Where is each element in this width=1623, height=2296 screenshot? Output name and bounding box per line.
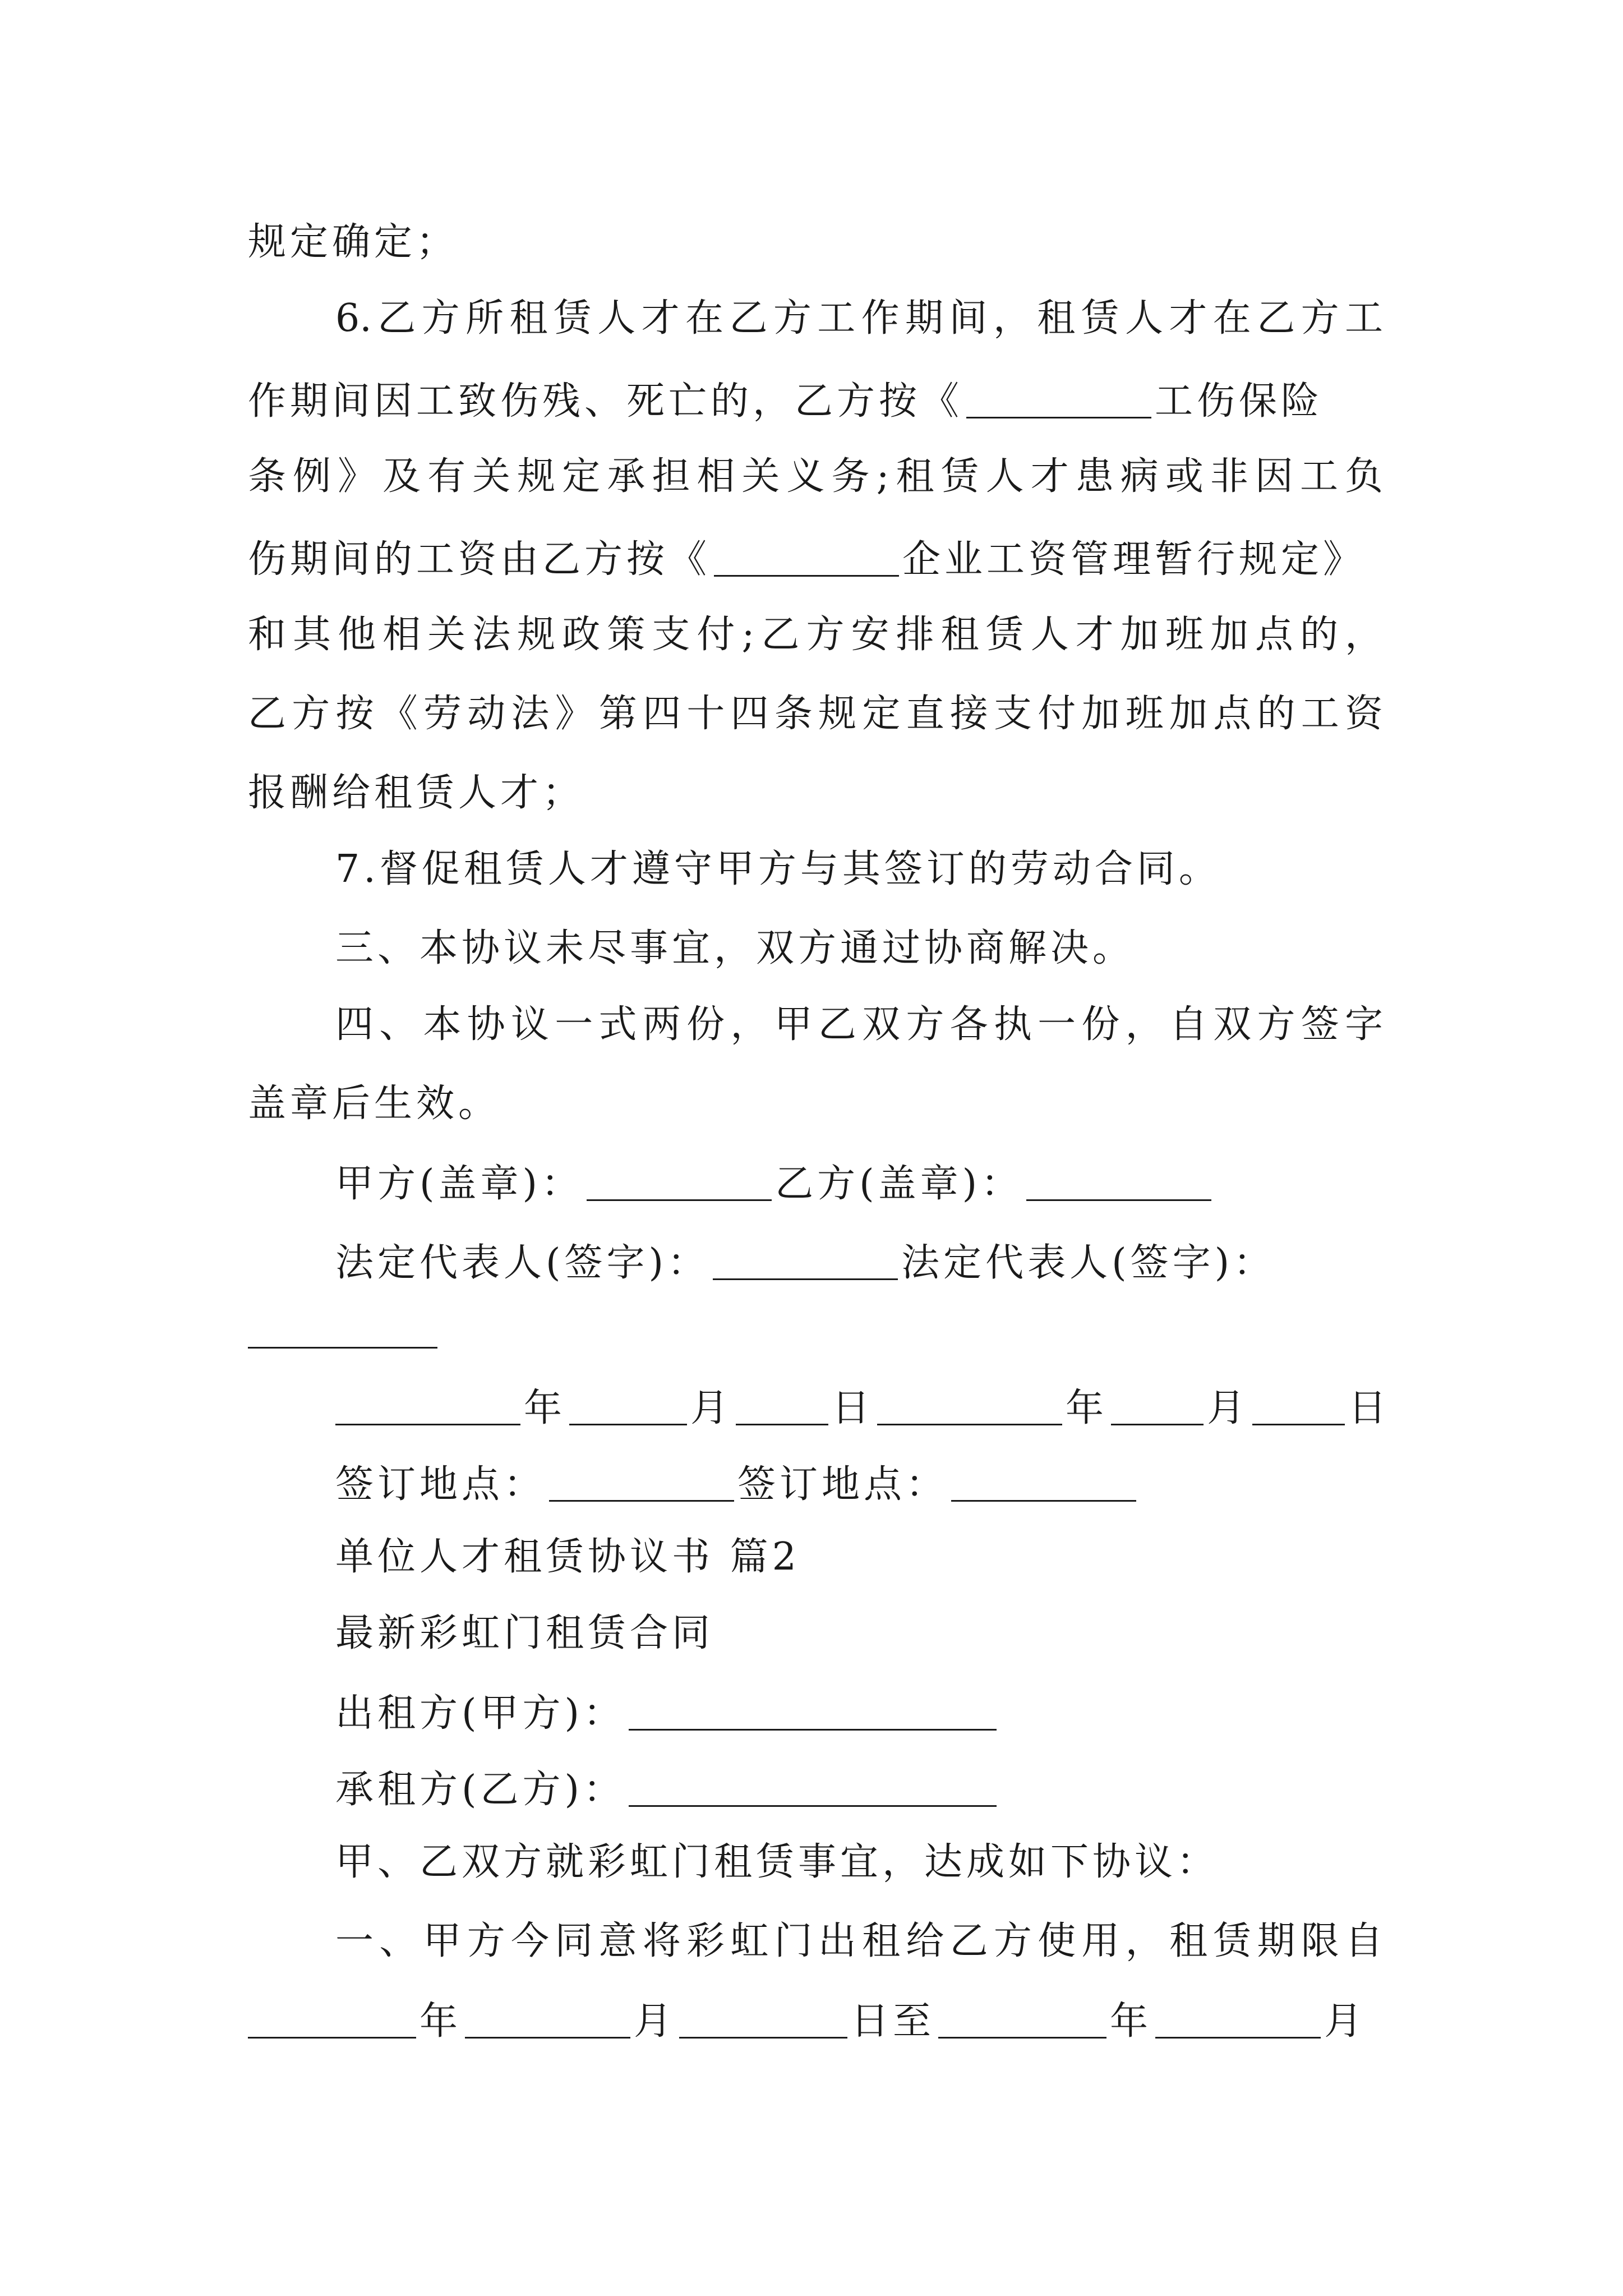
paragraph-line <box>248 211 458 273</box>
text-fragment: 甲、乙双方就彩虹门租赁事宜，达成如下协议： <box>335 1840 1219 1884</box>
section-heading <box>335 1526 800 1588</box>
legal-rep-b-line <box>248 1297 441 1359</box>
paragraph-line <box>335 994 1383 1056</box>
legal-rep-b-blank[interactable] <box>248 1308 437 1349</box>
date-b-year-blank[interactable] <box>877 1384 1062 1425</box>
lessee-label: 承租方(乙方)： <box>335 1767 626 1812</box>
month-label: 月 <box>1324 1999 1367 2044</box>
start-day-blank[interactable] <box>679 1998 847 2039</box>
fill-in-blank[interactable] <box>966 378 1151 418</box>
day-to-label: 日至 <box>851 1999 935 2044</box>
year-label: 年 <box>419 1999 462 2044</box>
place-b-label: 签订地点： <box>737 1462 948 1507</box>
paragraph-line <box>335 288 1383 349</box>
end-month-blank[interactable] <box>1155 1998 1321 2039</box>
text-fragment: 最新彩虹门租赁合同 <box>335 1611 714 1655</box>
legal-rep-a-blank[interactable] <box>713 1239 898 1280</box>
party-b-seal-label: 乙方(盖章)： <box>775 1161 1023 1206</box>
month-label: 月 <box>634 1999 676 2044</box>
paragraph-line <box>335 1832 1219 1893</box>
text-fragment: 报酬给租赁人才； <box>248 771 585 815</box>
lease-period-line <box>248 1987 1366 2049</box>
paragraph-line <box>248 604 1383 666</box>
date-b-day-blank[interactable] <box>1252 1384 1345 1425</box>
text-fragment: 和其他相关法规政策支付;乙方安排租赁人才加班加点的， <box>248 613 1383 657</box>
legal-rep-b-label: 法定代表人(签字)： <box>901 1240 1276 1285</box>
contract-title <box>335 1603 714 1664</box>
text-fragment: 6.乙方所租赁人才在乙方工作期间，租赁人才在乙方工 <box>335 296 1383 341</box>
text-fragment: 作期间因工致伤残、死亡的，乙方按《 <box>248 379 963 424</box>
fill-in-blank[interactable] <box>714 536 899 577</box>
paragraph-line <box>248 525 1365 587</box>
date-day-label: 日 <box>832 1386 874 1430</box>
legal-rep-a-label: 法定代表人(签字)： <box>335 1240 710 1285</box>
paragraph-line <box>335 1911 1383 1972</box>
date-a-month-blank[interactable] <box>569 1384 687 1425</box>
date-year-label: 年 <box>524 1386 566 1430</box>
text-fragment: 一、甲方今同意将彩虹门出租给乙方使用，租赁期限自 <box>335 1919 1383 1963</box>
date-month-label: 月 <box>1207 1386 1249 1430</box>
text-fragment: 盖章后生效。 <box>248 1082 501 1126</box>
signing-place-line <box>335 1450 1140 1512</box>
paragraph-line <box>248 683 1383 745</box>
text-fragment: 规定确定； <box>248 220 459 264</box>
text-fragment: 伤期间的工资由乙方按《 <box>248 537 711 582</box>
text-fragment: 三、本协议未尽事宜，双方通过协商解决。 <box>335 926 1135 970</box>
legal-rep-line <box>335 1228 1275 1290</box>
seal-line <box>335 1149 1215 1211</box>
text-fragment: 四、本协议一式两份，甲乙双方各执一份，自双方签字 <box>335 1002 1383 1047</box>
text-fragment: 企业工资管理暂行规定》 <box>902 537 1366 582</box>
paragraph-line <box>248 1073 500 1135</box>
lessee-line <box>335 1755 1000 1817</box>
party-a-seal-blank[interactable] <box>587 1160 772 1201</box>
date-month-label: 月 <box>690 1386 733 1430</box>
lessee-blank[interactable] <box>629 1766 997 1807</box>
paragraph-line <box>248 446 1383 508</box>
lessor-line <box>335 1679 1000 1741</box>
start-year-blank[interactable] <box>248 1998 416 2039</box>
place-a-label: 签订地点： <box>335 1462 546 1507</box>
paragraph-line <box>248 762 584 824</box>
paragraph-line <box>335 839 1221 900</box>
text-fragment: 7.督促租赁人才遵守甲方与其签订的劳动合同。 <box>335 847 1221 891</box>
date-a-day-blank[interactable] <box>736 1384 828 1425</box>
text-fragment: 乙方按《劳动法》第四十四条规定直接支付加班加点的工资 <box>248 692 1383 736</box>
party-a-seal-label: 甲方(盖章)： <box>335 1161 584 1206</box>
party-b-seal-blank[interactable] <box>1026 1160 1211 1201</box>
lessor-label: 出租方(甲方)： <box>335 1691 626 1736</box>
paragraph-line <box>248 367 1323 429</box>
date-b-month-blank[interactable] <box>1111 1384 1204 1425</box>
paragraph-line <box>335 918 1135 979</box>
text-fragment: 工伤保险 <box>1155 379 1324 424</box>
date-line <box>335 1374 1390 1435</box>
place-b-blank[interactable] <box>951 1461 1136 1502</box>
lessor-blank[interactable] <box>629 1690 997 1731</box>
year-label: 年 <box>1110 1999 1152 2044</box>
text-fragment: 条例》及有关规定承担相关义务;租赁人才患病或非因工负 <box>248 454 1383 499</box>
date-year-label: 年 <box>1066 1386 1108 1430</box>
place-a-blank[interactable] <box>549 1461 734 1502</box>
text-fragment: 单位人才租赁协议书 篇2 <box>335 1535 800 1579</box>
end-year-blank[interactable] <box>938 1998 1106 2039</box>
start-month-blank[interactable] <box>465 1998 630 2039</box>
date-a-year-blank[interactable] <box>335 1384 520 1425</box>
date-day-label: 日 <box>1348 1386 1391 1430</box>
